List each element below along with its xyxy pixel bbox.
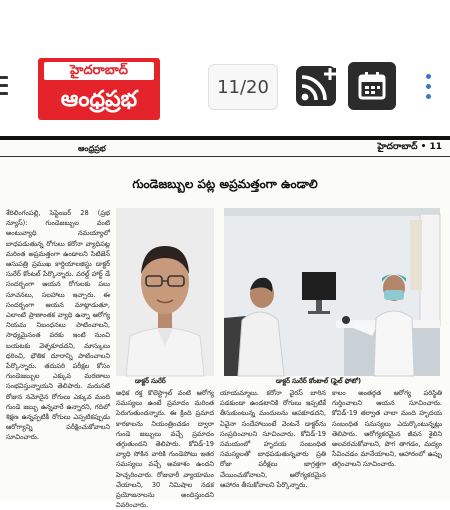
vertical-dots-icon[interactable] [424,74,432,102]
app-bar [0,0,450,120]
doctor-portrait-caption: డాక్టర్ సురేర్ [135,377,166,385]
publication-logo[interactable] [38,58,160,120]
article-headline: గుండెజబ్బుల పట్ల అప్రమత్తంగా ఉండాలి [132,177,318,191]
article-column-left: శేరిలింగంపల్లి, సెప్టెంబర్ 28 (ప్రభ న్యూస్): గుండెజబ్బుల వంటి అంటువ్యాధి నమయ్యాలో బాధపడుతున్న రోగులు కరోనా వ్యాధిపట్ల మరింత అప్రమత్తంగా ఉండాలని సిటిజెన్ ఆసుపత్రి ప్రముఖ కార్డియాలజిస్టు డాక్టర్ సురేర్ కోంటల్ పేర్కొన్నారు. వరల్డ్ హార్ట్ డే సందర్భంగా ఆయన రోగులకు పలు సూచనలు, సలహాలు ఇచ్చారు. ఈ సందర్భంగా ఆయన మాట్లాడుతూ, ఎలాంటి ప్రాణాంతక వ్యాధి ఉన్నా ఆరోగ్య నియమ నిబంధనలు పాటించాలని, సాధ్యమైనంత వరకు ఇంటి నుంచి బయటకు వెళ్ళకూడదని, మాస్కులు ధరించి, భౌతిక దూరాన్ని పాటించాలని పేర్కొన్నారు. తదుపరి పరీక్షల కోసం గుండెజబ్బుల ఎక్కువ మరణాలు సంభవిస్తున్నాయని తెలిపారు. మరుసటి రోజున నమోదైన రోగులు ఎక్కువ మంది గుండె జబ్బు ఉన్నవారే ఉన్నారని, గదిలో శిక్షణ ఉన్నప్పటికీ రోగులు ఎప్పటికప్పుడు ఆరోగ్యాన్ని పరీక్షించుకోవాలని సూచించారు. [6,209,110,442]
logo-title: ఆంధ్రప్రభ [60,86,138,112]
section-name: ఆంధ్రప్రభ [78,144,106,153]
doctor-portrait-photo [116,208,214,376]
article-column-bottom-2: యాయమ్మాలు. కరోనా వైరస్ బారిన పడకుండా ఉండటానికి రోగులు ఇప్పటికే తీసుకుంటున్న మందులను ఆపకూడదని, ఏవైనా సందేహాలుంటే వెంటనే డాక్టర్‌ను సంప్రదించాలని సూచించారు. కోవిడ్-19 సమయంలో హృదయ సంబంధిత సమస్యలతో బాధపడుతున్నవారు ప్రతి రోజు పరీక్షలు జాగ్రత్తగా చేయించుకోవాలని, ఆరోగ్యకరమైన ఆహారం తీసుకోవాలని పేర్కొన్నారు. [220,389,326,489]
article-column-bottom-1: అధిక రక్త కొలెస్ట్రాల్ వంటి ఆరోగ్య సమస్యలు ఉంటే ప్రమాదం మరింత పెరుగుతుందన్నారు. ఈ క్రింది ప్రమాద కారకాలను నియంత్రించడం ద్వారా గుండె జబ్బులు వచ్చే ప్రమాదం తగ్గుతుందని తెలిపారు. కోవిడ్-19 వ్యాధి సోకిన వారికి గుండెపోటు ఇతర సమస్యలు వచ్చే అవకాశం ఉందని హెచ్చరించారు. రోజువారీ వ్యాయామం చేయాలని, 30 నిమిషాల నడక ప్రయోజనాలను అందిస్తుందని వివరించారు. [116,389,214,510]
page-counter[interactable]: 11/20 [208,64,278,110]
section-bar [0,142,450,156]
menu-icon[interactable] [0,76,8,98]
calendar-icon[interactable] [348,62,396,110]
article-column-bottom-3: కాలం అంతర్గత ఆరోగ్య పరిస్థితి గుర్తించాలని ఆయన సూచించారు. కోవిడ్-19 తర్వాత చాలా మంది హృదయ సంబంధిత సమస్యలు ఎదుర్కొంటున్నట్లు తెలిపారు. ఆరోగ్యకరమైన జీవన శైలిని అలవరచుకోవాలని, పొగ తాగడం, మద్యం సేవించడం మానేయాలని, ఆహారంలో ఉప్పు తగ్గించాలని సూచించారు. [332,389,442,469]
doctor-consultation-photo [224,208,440,376]
newspaper-page[interactable] [0,136,450,510]
logo-city: హైదరాబాద్ [44,62,154,80]
rss-plus-icon[interactable] [292,62,340,110]
page-location: హైదరాబాద్ • 11 [377,142,442,152]
section-rule [0,156,450,157]
consultation-photo-caption: డాక్టర్ సురేర్ కోంటాల్ (ఫైల్ ఫోటో) [276,377,362,385]
top-rule [0,136,450,140]
